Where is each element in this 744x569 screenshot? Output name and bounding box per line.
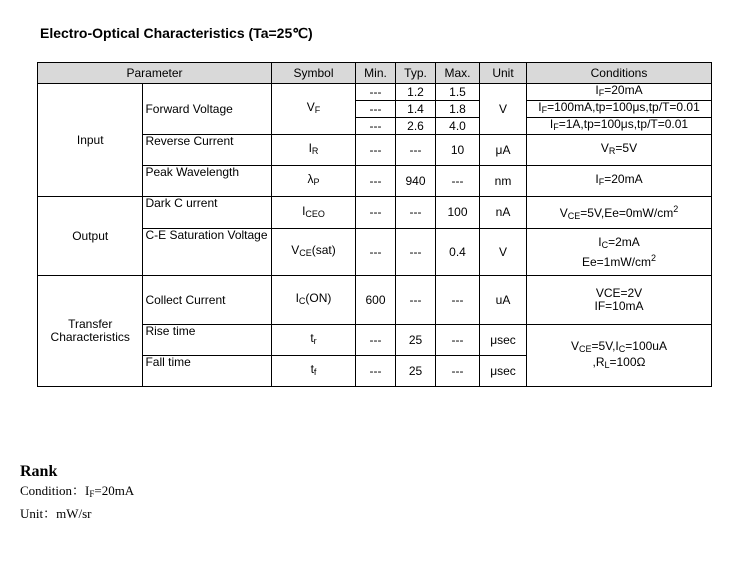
max-value: 4.0 — [436, 118, 480, 135]
symbol-peak-wavelength: $\lambda_P$ — [272, 166, 356, 197]
param-collect-current: Collect Current — [143, 276, 272, 325]
unit-value: V — [480, 84, 527, 135]
param-reverse-current: Reverse Current — [143, 135, 272, 166]
condition-value: $I_F=1A,tp=100\mu s,tp/T=0.01$ — [527, 118, 712, 135]
typ-value: 940 — [396, 166, 436, 197]
symbol-forward-voltage: $V_F$ — [272, 84, 356, 135]
table-row — [38, 84, 712, 101]
min-value: --- — [356, 135, 396, 166]
max-value: 10 — [436, 135, 480, 166]
unit-value: μsec — [480, 325, 527, 356]
param-fall-time: Fall time — [143, 356, 272, 387]
symbol-collect-current: $I_C(ON)$ — [272, 276, 356, 325]
header-typ: Typ. — [396, 63, 436, 84]
max-value: 100 — [436, 197, 480, 229]
condition-switching: $V_{CE}=5V,I_C=100uA$ $,R_L=100\Omega$ — [527, 325, 712, 387]
max-value: 0.4 — [436, 229, 480, 276]
min-value: 600 — [356, 276, 396, 325]
rank-condition: Condition：$I_F=20mA$ — [20, 483, 135, 499]
group-input: Input — [38, 84, 143, 197]
max-value: --- — [436, 166, 480, 197]
param-peak-wavelength: Peak Wavelength — [143, 166, 272, 197]
min-value: --- — [356, 118, 396, 135]
header-parameter: Parameter — [38, 63, 272, 84]
table-header-row — [38, 63, 712, 84]
symbol-reverse-current: $I_R$ — [272, 135, 356, 166]
condition-value: $V_R=5V$ — [527, 135, 712, 166]
max-value: --- — [436, 356, 480, 387]
param-rise-time: Rise time — [143, 325, 272, 356]
table-row — [38, 197, 712, 229]
min-value: --- — [356, 356, 396, 387]
symbol-fall-time: $t_f$ — [272, 356, 356, 387]
page-title: Electro-Optical Characteristics (Ta=25℃) — [40, 25, 313, 41]
max-value: --- — [436, 276, 480, 325]
condition-value: $I_C=2mA$ $Ee=1mW/cm^2$ — [527, 229, 712, 276]
rank-unit: Unit：mW/sr — [20, 506, 92, 521]
typ-value: 1.4 — [396, 101, 436, 118]
min-value: --- — [356, 101, 396, 118]
param-forward-voltage: Forward Voltage — [143, 84, 272, 135]
min-value: --- — [356, 166, 396, 197]
typ-value: --- — [396, 135, 436, 166]
max-value: 1.5 — [436, 84, 480, 101]
group-output: Output — [38, 197, 143, 276]
symbol-dark-current: $I_{CEO}$ — [272, 197, 356, 229]
header-max: Max. — [436, 63, 480, 84]
condition-value: $I_F=100mA,tp=100\mu s,tp/T=0.01$ — [527, 101, 712, 118]
param-dark-current: Dark C urrent — [143, 197, 272, 229]
rank-section — [20, 463, 134, 523]
max-value: --- — [436, 325, 480, 356]
condition-value: $I_F=20mA$ — [527, 84, 712, 101]
typ-value: --- — [396, 229, 436, 276]
min-value: --- — [356, 197, 396, 229]
table-row — [38, 276, 712, 325]
unit-value: V — [480, 229, 527, 276]
condition-value: $V_{CE}=5V,Ee=0mW/cm^2$ — [527, 197, 712, 229]
max-value: 1.8 — [436, 101, 480, 118]
typ-value: --- — [396, 276, 436, 325]
unit-value: nA — [480, 197, 527, 229]
header-min: Min. — [356, 63, 396, 84]
typ-value: --- — [396, 197, 436, 229]
condition-value: $I_F=20mA$ — [527, 166, 712, 197]
typ-value: 1.2 — [396, 84, 436, 101]
unit-value: uA — [480, 276, 527, 325]
header-conditions: Conditions — [527, 63, 712, 84]
unit-value: μsec — [480, 356, 527, 387]
condition-value: VCE=2V IF=10mA — [527, 276, 712, 325]
group-transfer: Transfer Characteristics — [38, 276, 143, 387]
typ-value: 25 — [396, 325, 436, 356]
unit-value: μA — [480, 135, 527, 166]
spec-table — [37, 62, 712, 387]
symbol-rise-time: $t_r$ — [272, 325, 356, 356]
rank-heading: Rank — [20, 463, 58, 480]
header-unit: Unit — [480, 63, 527, 84]
symbol-ce-saturation: $V_{CE}(sat)$ — [272, 229, 356, 276]
min-value: --- — [356, 84, 396, 101]
typ-value: 2.6 — [396, 118, 436, 135]
min-value: --- — [356, 325, 396, 356]
header-symbol: Symbol — [272, 63, 356, 84]
param-ce-saturation: C-E Saturation Voltage — [143, 229, 272, 276]
min-value: --- — [356, 229, 396, 276]
typ-value: 25 — [396, 356, 436, 387]
unit-value: nm — [480, 166, 527, 197]
